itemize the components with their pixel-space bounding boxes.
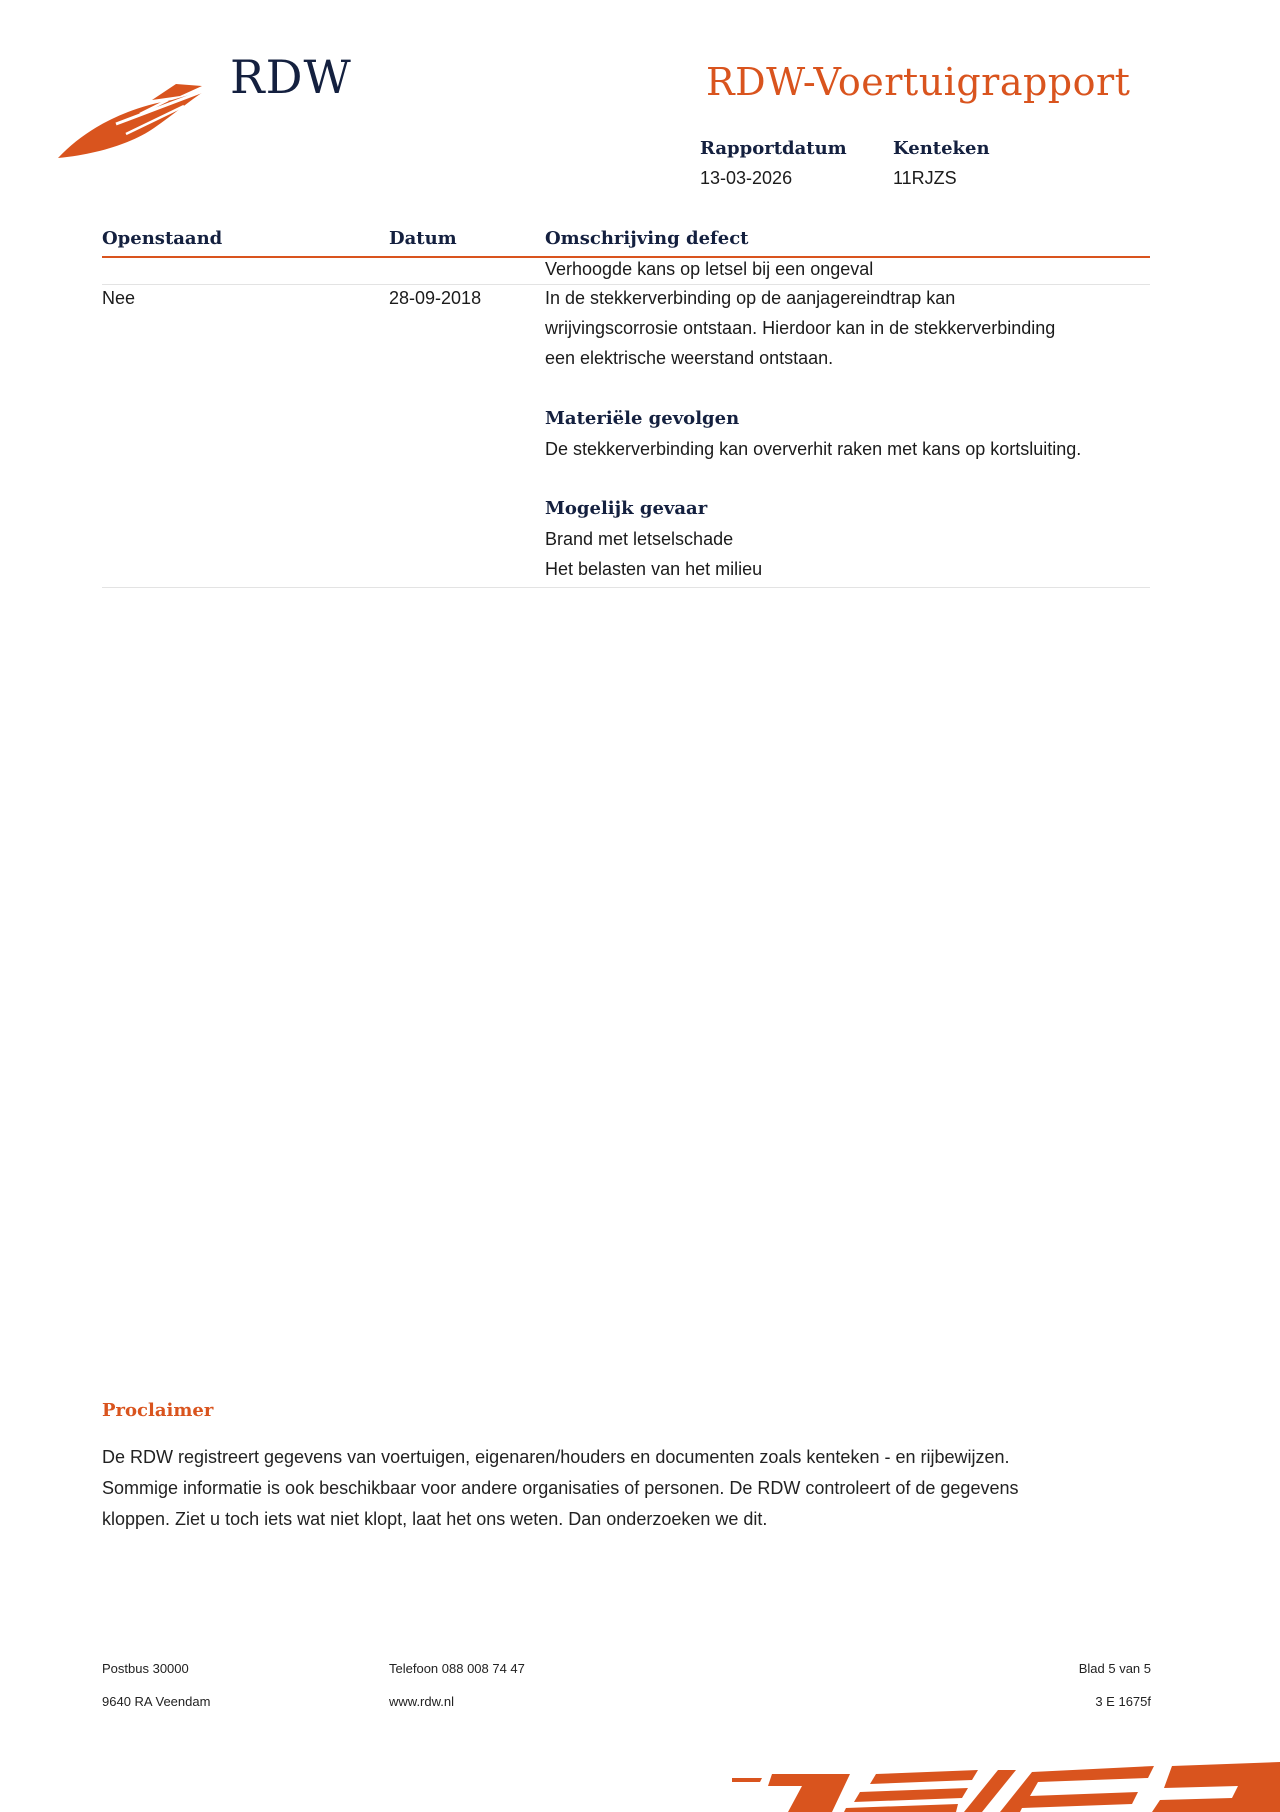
footer-address: 9640 RA Veendam bbox=[102, 1694, 211, 1709]
material-text: De stekkerverbinding kan oververhit raken met kans op kortsluiting. bbox=[545, 439, 1082, 459]
row-divider bbox=[102, 587, 1150, 588]
proclaimer-title: Proclaimer bbox=[102, 1400, 214, 1421]
proclaimer-line: Sommige informatie is ook beschikbaar voor andere organisaties of personen. De RDW controleert of de gegevens bbox=[102, 1478, 1019, 1498]
footer-code: 3 E 1675f bbox=[1095, 1694, 1151, 1709]
footer-postbus: Postbus 30000 bbox=[102, 1661, 189, 1676]
report-title: RDW-Voertuigrapport bbox=[706, 60, 1131, 104]
plate-label: Kenteken bbox=[893, 138, 990, 159]
rdw-stripes-icon bbox=[732, 1752, 1280, 1812]
proclaimer-text bbox=[102, 1442, 1142, 1535]
header-openstaand: Openstaand bbox=[102, 228, 223, 249]
report-date-label: Rapportdatum bbox=[700, 138, 847, 159]
danger-heading: Mogelijk gevaar bbox=[545, 498, 708, 519]
header-omschrijving: Omschrijving defect bbox=[545, 228, 749, 249]
brand-name: RDW bbox=[230, 50, 352, 104]
proclaimer-line: De RDW registreert gegevens van voertuigen, eigenaren/houders en documenten zoals kenteken - en rijbewijzen. bbox=[102, 1447, 1010, 1467]
plate-value: 11RJZS bbox=[893, 168, 957, 188]
material-heading: Materiële gevolgen bbox=[545, 408, 740, 429]
description-line: wrijvingscorrosie ontstaan. Hierdoor kan in de stekkerverbinding bbox=[545, 318, 1056, 338]
row-date-value: 28-09-2018 bbox=[389, 288, 482, 308]
report-date-value: 13-03-2026 bbox=[700, 168, 793, 188]
header-datum: Datum bbox=[389, 228, 457, 249]
footer-page: Blad 5 van 5 bbox=[1078, 1661, 1151, 1676]
top-row-description: Verhoogde kans op letsel bij een ongeval bbox=[545, 259, 874, 279]
description-line: In de stekkerverbinding op de aanjagereindtrap kan bbox=[545, 288, 956, 308]
rdw-wing-logo-icon bbox=[56, 80, 208, 162]
footer-website: www.rdw.nl bbox=[389, 1694, 455, 1709]
description-line: een elektrische weerstand ontstaan. bbox=[545, 348, 834, 368]
row-open-value: Nee bbox=[102, 288, 136, 308]
footer-phone: Telefoon 088 008 74 47 bbox=[389, 1661, 525, 1676]
danger-line: Brand met letselschade bbox=[545, 529, 734, 549]
proclaimer-line: kloppen. Ziet u toch iets wat niet klopt, laat het ons weten. Dan onderzoeken we dit. bbox=[102, 1509, 768, 1529]
danger-line: Het belasten van het milieu bbox=[545, 559, 763, 579]
